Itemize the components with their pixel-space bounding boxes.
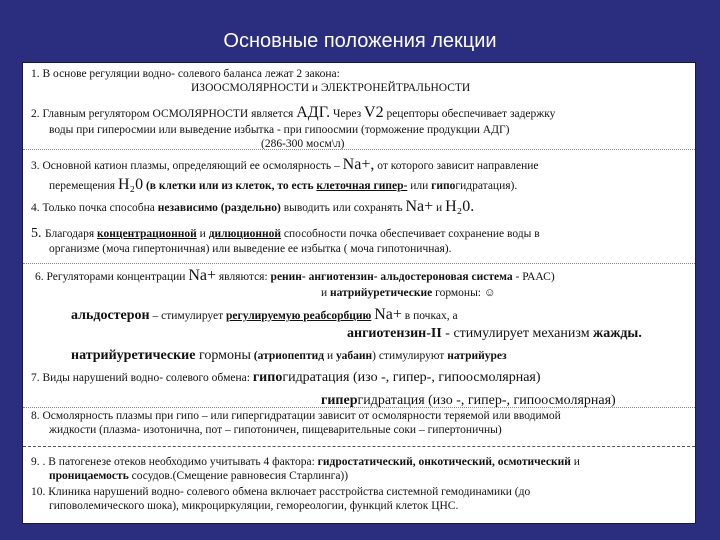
item-1 — [31, 67, 687, 95]
text: регулируемую реабсорбцию — [226, 310, 372, 322]
text: концентрационной — [97, 228, 197, 240]
item-6-aldosterone — [31, 305, 687, 342]
text: Na+ — [374, 306, 402, 323]
text: гидратация (изо -, гипер-, гипоосмолярная) — [282, 370, 541, 385]
text: 3. Основной катион плазмы, определяющий ее осмолярность – — [31, 160, 343, 172]
text: натрийуретические — [71, 348, 196, 363]
text: гидростатический, онкотический, осмотический — [317, 456, 571, 468]
item-8 — [31, 409, 687, 437]
text: являются: — [216, 271, 271, 283]
item-6-line-2 — [31, 286, 687, 300]
text: альдостерон — [71, 308, 150, 323]
text: 6. Регуляторами концентрации — [35, 271, 189, 283]
item-1-laws: ИЗООСМОЛЯРНОСТИ и ЭЛЕКТРОНЕЙТРАЛЬНОСТИ — [191, 82, 471, 95]
text: гипер — [321, 393, 358, 409]
text: рецепторы обеспечивает задержку — [383, 108, 556, 120]
text: АДГ. — [296, 104, 331, 121]
text: Благодаря — [45, 228, 98, 240]
item-10-line-2: гиповолемического шока), микроциркуляции, гемореологии, функций клеток ЦНС. — [49, 500, 459, 513]
text: перемещения — [49, 179, 118, 192]
text: проницаемость — [49, 470, 129, 483]
item-3 — [31, 155, 687, 194]
text: Через — [330, 108, 365, 120]
item-6-natriuretic — [31, 347, 687, 364]
text: натрийуретические — [330, 286, 433, 299]
item-9-line-1 — [31, 455, 687, 469]
divider — [23, 446, 695, 447]
text: сосудов.(Смещение равновесия Старлинга)) — [128, 470, 349, 483]
text: Na+ — [188, 267, 216, 284]
item-6 — [31, 266, 687, 300]
item-9-line-2 — [31, 469, 687, 483]
item-5 — [31, 225, 687, 256]
item-4 — [31, 197, 687, 217]
text: независимо (раздельно) — [157, 202, 281, 214]
text: - стимулирует механизм — [441, 325, 594, 341]
aldosterone-line — [31, 305, 687, 325]
text: гормоны: ☺ — [432, 286, 496, 299]
item-1-line-1: 1. В основе регуляции водно- солевого баланса лежат 2 закона: — [31, 68, 340, 80]
text: гипо — [252, 370, 283, 385]
text: 7. Виды нарушений водно- солевого обмена: — [31, 372, 253, 384]
item-6-line-1 — [31, 266, 687, 286]
text: жажды. — [593, 325, 642, 341]
text: и — [196, 228, 209, 240]
text: является — [248, 108, 297, 120]
text: (в клетки или из клеток, то есть — [143, 179, 317, 192]
text: натрийурез — [447, 350, 507, 362]
item-5-line-1 — [31, 225, 687, 242]
text: ) стимулируют — [372, 350, 448, 362]
item-2-line-2: воды при гиперосмии или выведение избытка - при гипоосмии (торможение продукции АДГ) — [49, 123, 510, 136]
text: гидратация (изо -, гипер-, гипоосмолярная) — [357, 393, 616, 409]
item-9 — [31, 455, 687, 483]
text: Na+, — [342, 156, 375, 173]
item-8-line-1: 8. Осмолярность плазмы при гипо – или гипергидратации зависит от осмолярности теряемой или вводимой — [31, 410, 561, 422]
divider — [23, 149, 695, 150]
text: H₂0 — [117, 175, 144, 193]
text: 5. — [31, 226, 45, 241]
divider — [23, 263, 695, 264]
item-3-line-1 — [31, 155, 687, 175]
text: гидратация). — [455, 179, 518, 192]
text: ОСМОЛЯРНОСТИ — [152, 108, 249, 120]
text: - РААС) — [512, 271, 555, 283]
text: или — [407, 179, 432, 192]
lecture-panel — [22, 62, 696, 524]
item-7 — [31, 369, 687, 409]
text: в почках, а — [401, 310, 458, 322]
natriuretic-line — [31, 347, 687, 364]
text: клеточная гипер- — [316, 179, 408, 192]
divider — [23, 407, 695, 408]
text: выводить или сохранять — [280, 202, 406, 214]
text: и — [321, 286, 331, 299]
item-10 — [31, 485, 687, 513]
text: ренин- ангиотензин- альдостероновая система — [270, 271, 513, 283]
text: 2. Главным регулятором — [31, 108, 153, 120]
text: 9. . В патогенезе отеков необходимо учитывать 4 фактора: — [31, 456, 318, 468]
text: от которого зависит направление — [374, 160, 539, 172]
text: H₂0. — [445, 198, 475, 215]
item-3-line-2 — [31, 175, 687, 195]
text: ангиотензин-II — [347, 325, 442, 341]
item-2-line-1 — [31, 103, 687, 123]
item-10-line-1: 10. Клиника нарушений водно- солевого обмена включает расстройства системной гемодинамики (до — [31, 486, 531, 498]
text: V2 — [364, 104, 384, 121]
item-4-line-1 — [31, 197, 687, 217]
item-5-line-2: организме (моча гипертоничная) или выведение ее избытка ( моча гипотоничная). — [49, 243, 452, 256]
item-7-line-1 — [31, 369, 687, 386]
text: и — [324, 350, 336, 362]
text: (атриопептид — [250, 350, 325, 362]
text: Na+ — [405, 198, 434, 215]
text: гормоны — [195, 348, 251, 363]
text: способности почка обеспечивает сохранение воды в — [281, 228, 540, 240]
text: и — [570, 456, 580, 468]
text: уабаин — [336, 350, 373, 362]
text: гипо — [431, 179, 456, 192]
slide-title: Основные положения лекции — [223, 30, 497, 52]
angiotensin-line — [31, 325, 687, 342]
item-2 — [31, 103, 687, 151]
text: дилюционной — [208, 228, 282, 240]
text: 4. Только почка способна — [31, 202, 158, 214]
item-8-line-2: жидкости (плазма- изотонична, пот – гипотоничен, пищеварительные соки – гипертоничны) — [49, 424, 502, 437]
text: – стимулирует — [149, 310, 227, 322]
text: и — [433, 202, 446, 214]
item-2-line-3: (286-300 мосм\л) — [261, 137, 345, 150]
